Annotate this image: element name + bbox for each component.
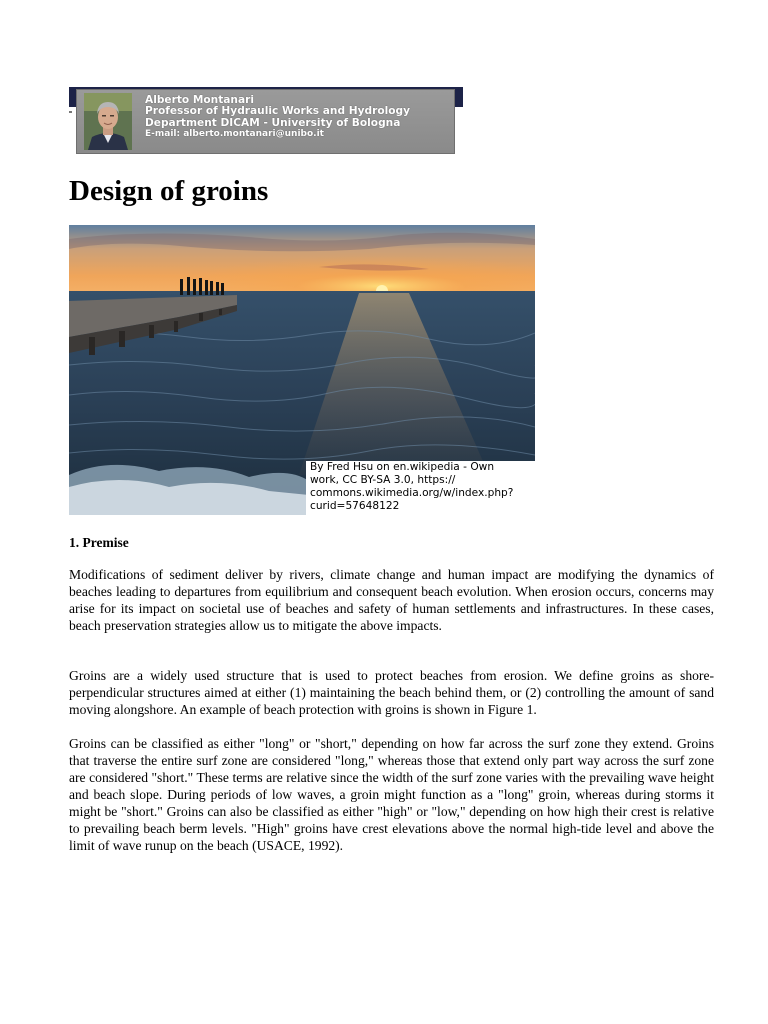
- author-role: Professor of Hydraulic Works and Hydrology: [145, 105, 411, 118]
- author-banner: [76, 89, 455, 154]
- section-heading: 1. Premise: [69, 535, 129, 550]
- paragraph-groins-definition: Groins are a widely used structure that is used to protect beaches from erosion. We define groins as shore-perpendicular structures aimed at either (1) maintaining the beach behind them, or (2) controlling the amount of sand moving alongshore. An example of beach protection with groins is shown in Figure 1.: [69, 668, 714, 717]
- sunset-groin-photo: [69, 225, 535, 515]
- caption-line: commons.wikimedia.org/w/index.php?: [310, 487, 514, 499]
- author-department: Department DICAM - University of Bologna: [145, 116, 401, 129]
- avatar: [84, 93, 132, 150]
- paragraph-premise: Modifications of sediment deliver by rivers, climate change and human impact are modifying the dynamics of beaches leading to departures from equilibrium and consequent beach evolution. When erosion occurs, concerns may arise for its impact on societal use of beaches and safety of human settlements and infrastructures. In these cases, beach preservation strategies allow us to mitigate the above impacts.: [69, 567, 714, 633]
- paragraph-groins-classification: Groins can be classified as either "long" or "short," depending on how far across the surf zone they extend. Groins that traverse the entire surf zone are considered "long," whereas those that extend only part way across the surf zone are considered "short." These terms are relative since the width of the surf zone varies with the prevailing wave height and beach slope. During periods of low waves, a groin might function as a "long" groin, whereas during storms it might be "short." Groins can also be classified as either "high" or "low," depending on how high their crest is relative to prevailing beach berm levels. "High" groins have crest elevations above the normal high-tide level and above the limit of wave runup on the beach (USACE, 1992).: [69, 736, 714, 853]
- page-title: Design of groins: [69, 175, 269, 207]
- caption-line: By Fred Hsu on en.wikipedia - Own: [310, 461, 495, 473]
- avatar-portrait: [84, 93, 132, 150]
- banner-tick: [69, 111, 72, 113]
- photo-credit-caption: [306, 461, 535, 515]
- author-email: E-mail: alberto.montanari@unibo.it: [145, 129, 324, 140]
- author-name: Alberto Montanari: [145, 94, 254, 106]
- author-info: [145, 95, 410, 141]
- caption-line: curid=57648122: [310, 500, 400, 512]
- caption-line: work, CC BY-SA 3.0, https://: [310, 474, 456, 486]
